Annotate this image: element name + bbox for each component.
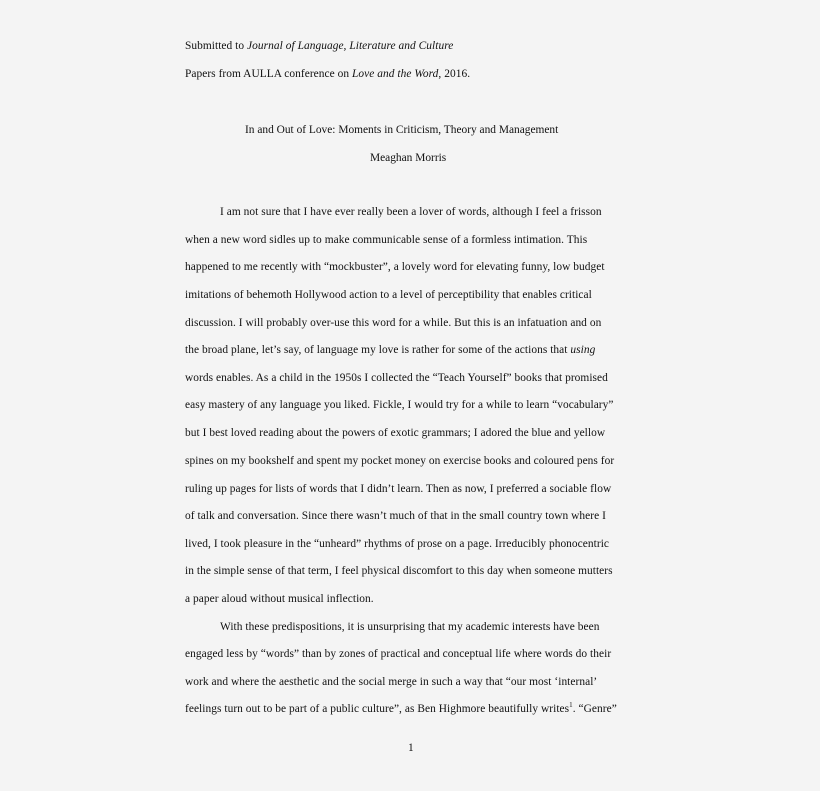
body-line: lived, I took pleasure in the “unheard” rhythms of prose on a page. Irreducibly phonocentric [185,538,610,550]
body-line: With these predispositions, it is unsurprising that my academic interests have been [220,621,600,633]
footnote-reference[interactable]: 1 [569,701,573,710]
body-line: engaged less by “words” than by zones of practical and conceptual life where words do their [185,648,612,660]
body-line [185,701,617,715]
body-line: words enables. As a child in the 1950s I collected the “Teach Yourself” books that promised [185,372,608,384]
body-line: easy mastery of any language you liked. Fickle, I would try for a while to learn “vocabulary” [185,399,614,411]
conference-theme: Love and the Word [352,68,439,80]
body-line: imitations of behemoth Hollywood action to a level of perceptibility that enables critical [185,289,592,301]
page-number: 1 [408,742,414,754]
body-line: I am not sure that I have ever really been a lover of words, although I feel a frisson [220,206,602,218]
body-line: but I best loved reading about the powers of exotic grammars; I adored the blue and yellow [185,427,606,439]
body-line: a paper aloud without musical inflection. [185,593,374,605]
body-line [185,345,595,356]
submission-prefix: Submitted to [185,40,248,52]
body-line: work and where the aesthetic and the social merge in such a way that “our most ‘internal’ [185,676,598,688]
body-line: happened to me recently with “mockbuster”, a lovely word for elevating funny, low budget [185,261,605,273]
body-line: in the simple sense of that term, I feel physical discomfort to this day when someone mutters [185,565,613,577]
body-line-text: the broad plane, let’s say, of language my love is rather for some of the actions that [185,344,571,356]
body-line: when a new word sidles up to make communicable sense of a formless intimation. This [185,234,588,246]
conference-note [185,69,470,80]
emphasized-word: using [570,344,596,356]
article-author: Meaghan Morris [370,152,447,164]
conference-suffix: , 2016. [438,68,471,80]
journal-name: Journal of Language, Literature and Culture [247,40,454,52]
body-line: discussion. I will probably over-use this word for a while. But this is an infatuation and on [185,317,602,329]
body-line: ruling up pages for lists of words that I didn’t learn. Then as now, I preferred a sociable flow [185,483,612,495]
body-line: of talk and conversation. Since there wasn’t much of that in the small country town where I [185,510,606,522]
body-line: spines on my bookshelf and spent my pocket money on exercise books and coloured pens for [185,455,615,467]
conference-prefix: Papers from AULLA conference on [185,68,353,80]
submission-note [185,41,453,52]
article-title: In and Out of Love: Moments in Criticism, Theory and Management [245,124,559,136]
body-line-text: feelings turn out to be part of a public culture”, as Ben Highmore beautifully writes [185,703,570,715]
body-line-text: . “Genre” [572,703,617,715]
